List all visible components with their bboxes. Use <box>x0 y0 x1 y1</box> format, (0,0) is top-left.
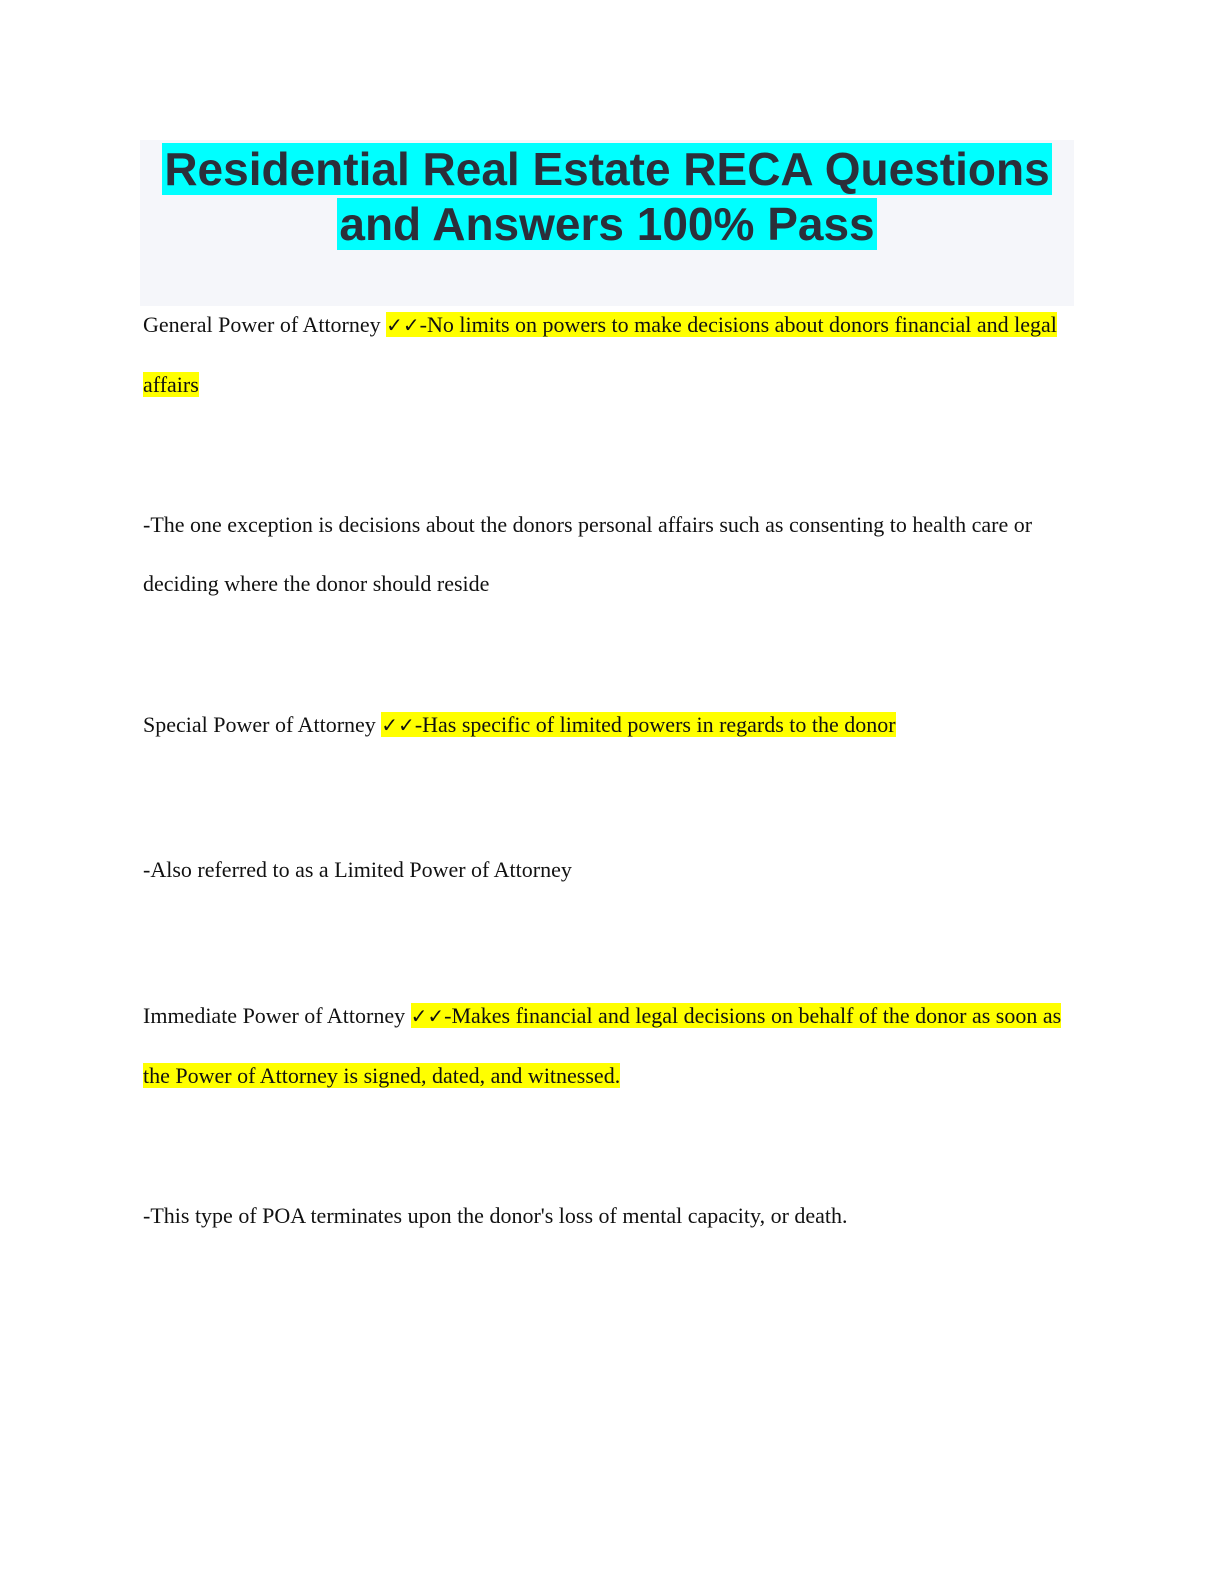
entry-special-poa <box>143 695 1073 755</box>
answer-text: -Makes financial and legal decisions on behalf of the donor as soon as the Power of Attorney is signed, dated, and witnessed. <box>143 1003 1062 1088</box>
title-block <box>140 140 1074 306</box>
answer-text: -No limits on powers to make decisions about donors financial and legal affairs <box>143 312 1057 397</box>
note-limited-poa: -Also referred to as a Limited Power of Attorney <box>143 857 572 882</box>
title-highlight: Residential Real Estate RECA Questions and Answers 100% Pass <box>164 143 1050 250</box>
answer-text: -Has specific of limited powers in regards to the donor <box>414 712 896 737</box>
note-exception: -The one exception is decisions about the donors personal affairs such as consenting to health care or deciding where the donor should reside <box>143 512 1033 596</box>
entry-general-poa <box>143 295 1073 414</box>
term-label: Immediate Power of Attorney <box>143 1003 411 1028</box>
double-check-icon: ✓✓ <box>381 713 415 737</box>
term-label: General Power of Attorney <box>143 312 387 337</box>
answer-highlight <box>381 712 895 737</box>
entry-immediate-poa <box>143 986 1073 1105</box>
double-check-icon: ✓✓ <box>410 1004 445 1028</box>
document-title <box>140 142 1074 252</box>
note-termination: -This type of POA terminates upon the donor's loss of mental capacity, or death. <box>143 1203 848 1228</box>
term-label: Special Power of Attorney <box>143 712 382 737</box>
double-check-icon: ✓✓ <box>386 313 420 337</box>
